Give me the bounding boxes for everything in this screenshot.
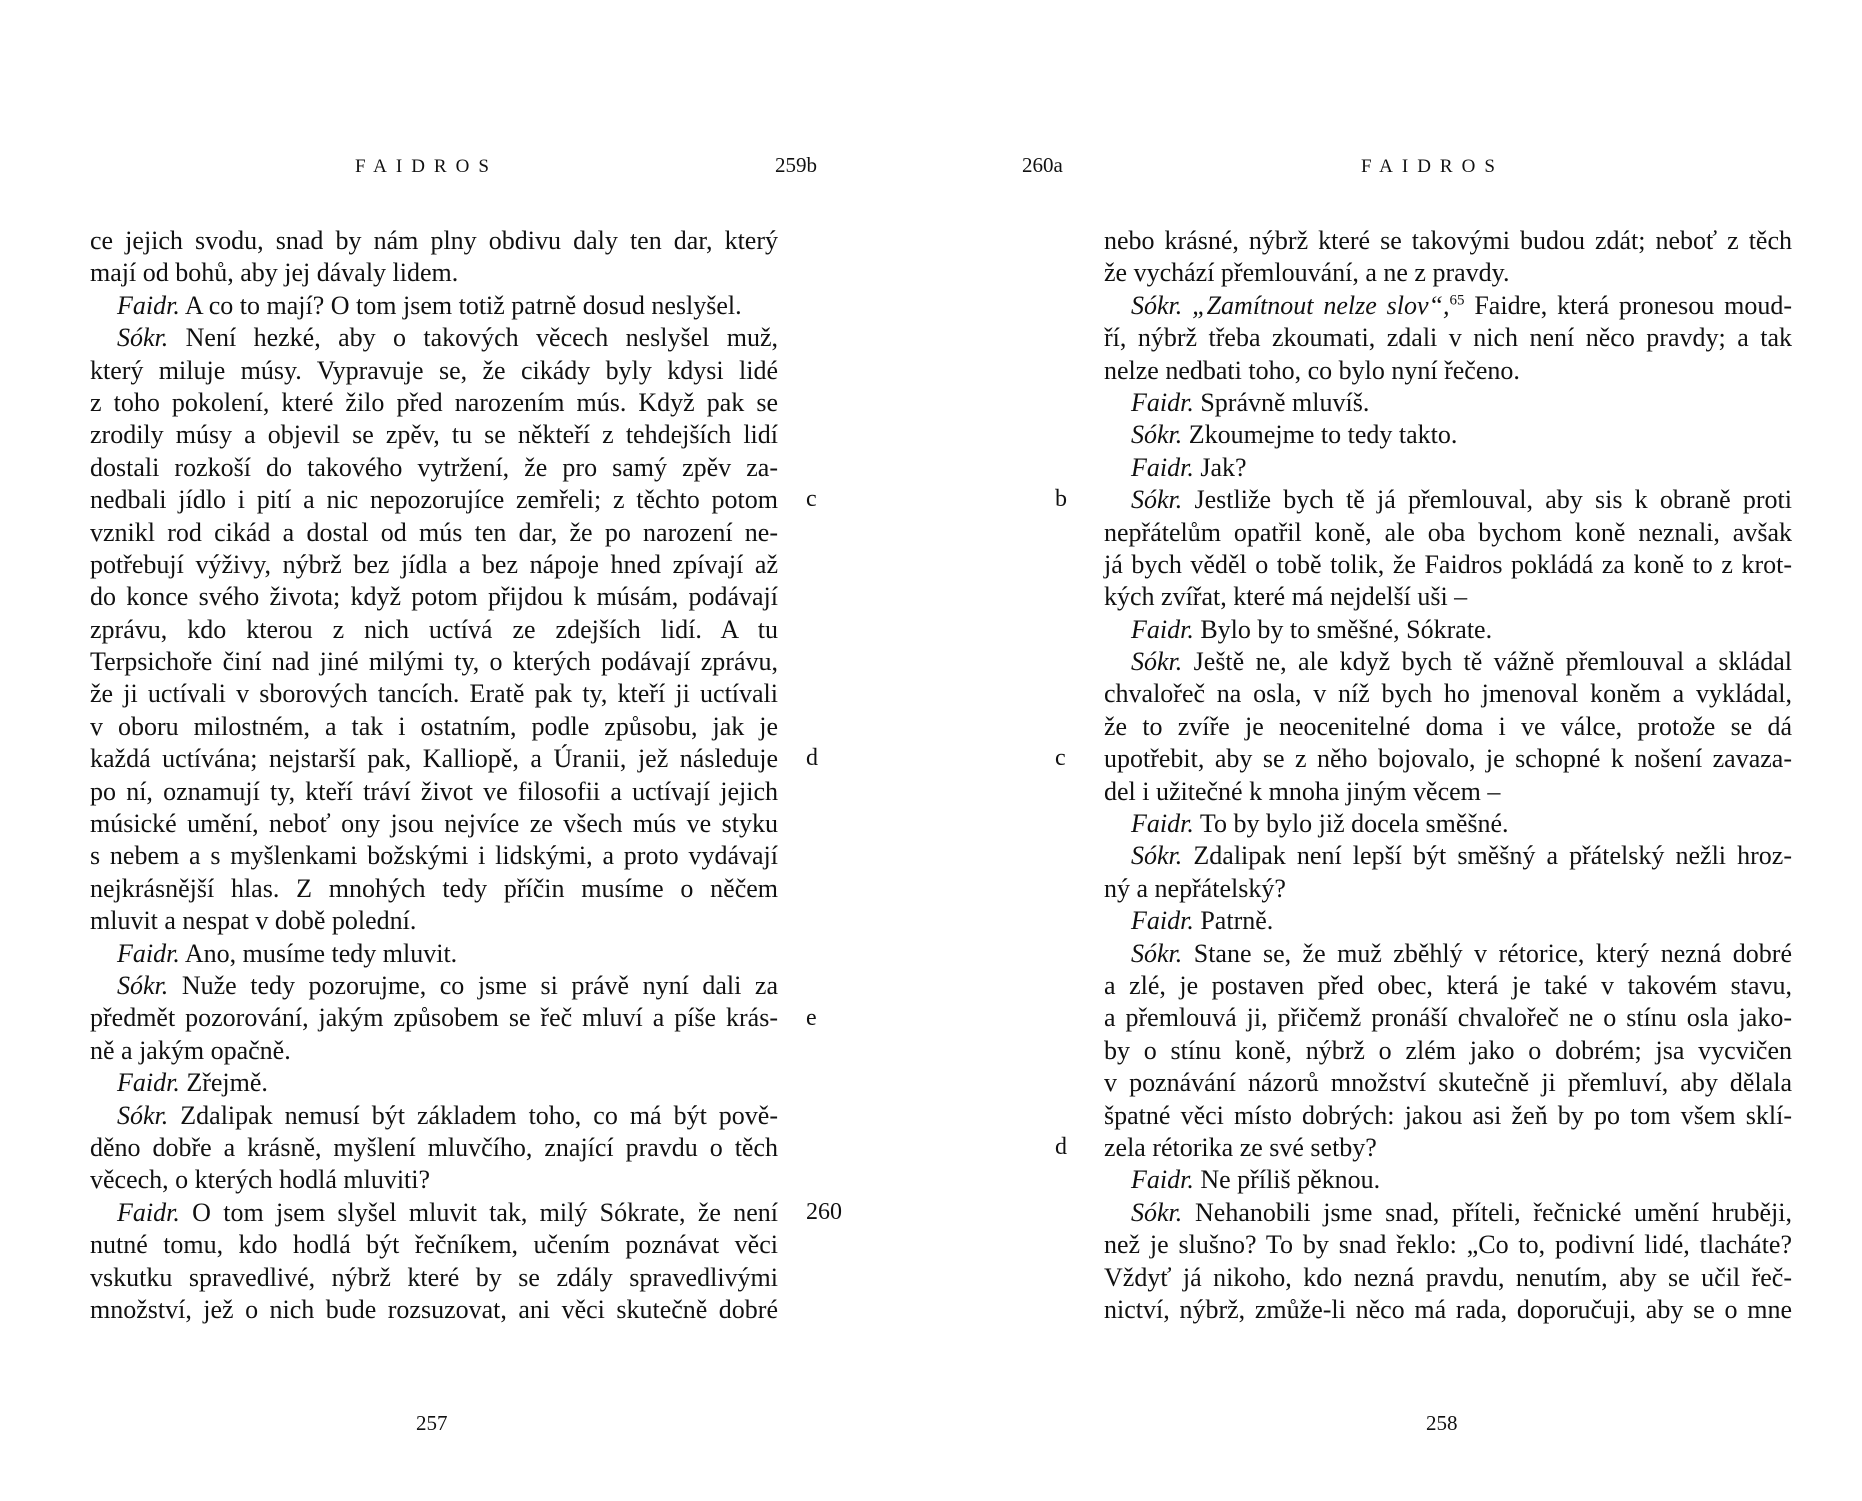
text-line [90,257,778,289]
text-line [90,1100,778,1132]
text-line [90,387,778,419]
line-text: než je slušno? To by snad řeklo: „Co to, podivní lidé, tlacháte? [1104,1230,1792,1260]
stephanus-margin-marker: d [806,745,818,772]
right-page [931,0,1862,1501]
text-line [1104,1002,1792,1034]
line-text: nebo krásné, nýbrž které se takovými budou zdát; neboť z těch [1104,226,1792,255]
text-line [90,938,778,970]
text-line [1104,1197,1792,1229]
line-text: věcech, o kterých hodlá mluviti? [90,1165,431,1195]
text-line [1104,711,1792,743]
speaker-label: Faidr. [117,1068,180,1098]
line-text: mají od bohů, aby jej dávaly lidem. [90,258,459,288]
text-line [1104,517,1792,549]
line-text: Není hezké, aby o takových věcech neslyšel muž, [168,323,778,353]
stephanus-margin-marker: c [806,486,817,513]
line-text: množství, jež o nich bude rozsuzovat, ani věci skutečně dobré [90,1294,778,1324]
body-text [1104,225,1792,1326]
running-title: FAIDROS [355,156,498,177]
stephanus-margin-marker: c [1055,745,1066,772]
text-line [90,1197,778,1229]
text-line [90,484,778,516]
text-line [1104,355,1792,387]
line-text: by o stínu koně, nýbrž o zlém jako o dobrém; jsa vycvičen [1104,1035,1792,1065]
line-text: „Zamítnout nelze slov“, [1182,290,1450,320]
speaker-label: Faidr. [1131,906,1194,936]
text-line [90,1262,778,1294]
text-line [1104,776,1792,808]
text-line [1104,905,1792,937]
text-line [1104,970,1792,1002]
line-text: kých zvířat, které má nejdelší uši – [1104,582,1468,612]
text-line [1104,678,1792,710]
text-line [1104,1164,1792,1196]
speaker-label: Sókr. [1131,485,1183,515]
text-line [1104,1262,1792,1294]
speaker-label: Sókr. [1131,420,1183,450]
speaker-label: Sókr. [1131,841,1183,871]
text-line [1104,1100,1792,1132]
text-line [1104,938,1792,970]
text-line [90,322,778,354]
footnote-ref: 65 [1449,292,1465,309]
line-text: zrodily músy a objevil se zpěv, tu se někteří z tehdejších lidí [90,420,778,450]
line-text: ří, nýbrž třeba zkoumati, zdali v nich není něco pravdy; a tak [1104,323,1792,353]
text-line [1104,387,1792,419]
line-text: ně a jakým opačně. [90,1035,291,1065]
line-text: Zkoumejme to tedy takto. [1182,420,1458,450]
text-line [90,905,778,937]
line-text: To by bylo již docela směšné. [1193,809,1509,839]
running-title: FAIDROS [1361,156,1504,177]
line-text: Zřejmě. [179,1068,268,1098]
speaker-label: Sókr. [117,1100,169,1130]
line-text: Ano, musíme tedy mluvit. [179,938,458,968]
text-line [1104,257,1792,289]
text-line [90,743,778,775]
line-text: dostali rozkoší do takového vytržení, že pro samý zpěv za- [90,452,778,482]
line-text: nictví, nýbrž, zmůže-li něco má rada, doporučuji, aby se o mne [1104,1294,1792,1324]
text-line [90,225,778,257]
text-line [1104,1229,1792,1261]
line-text: po ní, oznamují ty, kteří tráví život ve filosofii a uctívají jejich [90,776,778,806]
text-line [1104,419,1792,451]
line-text-tail: Faidre, která pronesou moud- [1464,290,1792,320]
line-text: předmět pozorování, jakým způsobem se řeč mluví a píše krás- [90,1003,778,1033]
line-text: že vychází přemlouvání, a ne z pravdy. [1104,258,1510,288]
line-text: nelze nedbati toho, co bylo nyní řečeno. [1104,355,1520,385]
page-number: 257 [416,1411,448,1435]
line-text: Správně mluvíš. [1193,387,1370,417]
text-line [1104,840,1792,872]
text-line [1104,581,1792,613]
line-text: v poznávání názorů množství skutečně ji přemluví, aby dělala [1104,1068,1792,1098]
text-line [90,1229,778,1261]
stephanus-margin-marker: e [806,1004,817,1031]
text-line [90,646,778,678]
line-text: děno dobře a krásně, myšlení mluvčího, znající pravdu o těch [90,1132,778,1162]
text-line [90,1035,778,1067]
line-text: a zlé, je postaven před obec, která je také v takovém stavu, [1104,970,1792,1000]
speaker-label: Faidr. [1131,452,1194,482]
text-line [90,452,778,484]
line-text: músické umění, neboť ony jsou nejvíce ze všech mús ve styku [90,809,778,839]
line-text: Jestliže bych tě já přemlouval, aby sis k obraně proti [1182,485,1792,515]
line-text: Patrně. [1193,906,1274,936]
speaker-label: Faidr. [1131,809,1194,839]
line-text: že ji uctívali v sborových tancích. Eratě pak ty, kteří ji uctívali [90,679,778,709]
text-line [90,1294,778,1326]
line-text: zprávu, kdo kterou z nich uctívá ze zdejších lidí. A tu [90,614,778,644]
text-line [90,970,778,1002]
stephanus-margin-marker: d [1055,1134,1067,1161]
text-line [90,290,778,322]
text-line [90,1067,778,1099]
line-text: Jak? [1193,452,1247,482]
text-line [1104,1035,1792,1067]
speaker-label: Faidr. [117,938,180,968]
text-line [90,355,778,387]
text-line [90,1164,778,1196]
speaker-label: Faidr. [1131,387,1194,417]
speaker-label: Faidr. [1131,1165,1194,1195]
body-text [90,225,778,1326]
text-line [1104,225,1792,257]
line-text: Vždyť já nikoho, kdo nezná pravdu, nenutím, aby se učil řeč- [1104,1262,1792,1292]
line-text: z toho pokolení, které žilo před narozením mús. Když pak se [90,387,778,417]
stephanus-reference: 260a [1022,153,1063,177]
line-text: vznikl rod cikád a dostal od mús ten dar, že po narození ne- [90,517,778,547]
line-text: nedbali jídlo i pití a nic nepozorujíce zemřeli; z těchto potom [90,485,778,515]
line-text: Terpsichoře činí nad jiné milými ty, o kterých podávají zprávu, [90,647,778,677]
line-text: každá uctívána; nejstarší pak, Kalliopě, a Úranii, jež následuje [90,744,778,774]
text-line [1104,646,1792,678]
line-text: chvalořeč na osla, v níž bych ho jmenoval koněm a vykládal, [1104,679,1792,709]
line-text: nutné tomu, kdo hodlá být řečníkem, učením poznávat věci [90,1230,778,1260]
stephanus-margin-marker: 260 [806,1199,842,1225]
line-text: Nuže tedy pozorujme, co jsme si právě nyní dali za [168,970,778,1000]
text-line [1104,452,1792,484]
text-line [90,873,778,905]
line-text: nejkrásnější hlas. Z mnohých tedy příčin musíme o něčem [90,873,778,903]
text-line [90,808,778,840]
speaker-label: Sókr. [117,323,169,353]
line-text: který miluje músy. Vypravuje se, že cikády byly kdysi lidé [90,355,778,385]
text-line [1104,549,1792,581]
stephanus-margin-marker: b [1055,486,1067,513]
speaker-label: Sókr. [1131,647,1183,677]
line-text: a přemlouvá ji, přičemž pronáší chvalořeč ne o stínu osla jako- [1104,1003,1792,1033]
line-text: Stane se, že muž zběhlý v rétorice, který nezná dobré [1182,938,1792,968]
line-text: del i užitečné k mnoha jiným věcem – [1104,776,1501,806]
text-line [1104,1067,1792,1099]
text-line [90,840,778,872]
speaker-label: Sókr. [117,970,169,1000]
text-line [1104,873,1792,905]
line-text: Zdalipak není lepší být směšný a přátelský nežli hroz- [1182,841,1792,871]
line-text: A co to mají? O tom jsem totiž patrně dosud neslyšel. [179,290,742,320]
line-text: Ne příliš pěknou. [1193,1165,1381,1195]
text-line [90,549,778,581]
speaker-label: Sókr. [1131,1197,1183,1227]
line-text: ný a nepřátelský? [1104,873,1286,903]
text-line [90,678,778,710]
text-line [1104,808,1792,840]
text-line [90,581,778,613]
line-text: potřebují výživy, nýbrž bez jídla a bez nápoje hned zpívají až [90,549,778,579]
text-line [1104,743,1792,775]
line-text: zela rétorika ze své setby? [1104,1132,1377,1162]
line-text: O tom jsem slyšel mluvit tak, milý Sókrate, že není [179,1197,778,1227]
text-line [90,1132,778,1164]
line-text: upotřebit, aby se z něho bojovalo, je schopné k nošení zavaza- [1104,744,1792,774]
speaker-label: Faidr. [117,290,180,320]
line-text: vskutku spravedlivé, nýbrž které by se zdály spravedlivými [90,1262,778,1292]
line-text: Zdalipak nemusí být základem toho, co má být pově- [168,1100,778,1130]
line-text: Bylo by to směšné, Sókrate. [1193,614,1493,644]
text-line [90,614,778,646]
line-text: s nebem a s myšlenkami božskými i lidskými, a proto vydávají [90,841,778,871]
stephanus-reference: 259b [775,153,817,177]
text-line [1104,322,1792,354]
line-text: já bych věděl o tobě tolik, že Faidros pokládá za koně to z krot- [1104,549,1792,579]
text-line [1104,1132,1792,1164]
text-line [1104,290,1792,322]
text-line [90,711,778,743]
text-line [90,1002,778,1034]
speaker-label: Sókr. [1131,938,1183,968]
speaker-label: Sókr. [1131,290,1183,320]
text-line [1104,1294,1792,1326]
line-text: v oboru milostném, a tak i ostatním, podle způsobu, jak je [90,711,778,741]
line-text: špatné věci místo dobrých: jakou asi žeň by po tom všem sklí- [1104,1100,1792,1130]
text-line [90,419,778,451]
line-text: že to zvíře je neocenitelné doma i ve válce, protože se dá [1104,711,1792,741]
line-text: Ještě ne, ale když bych tě vážně přemlouval a skládal [1182,647,1792,677]
page-number: 258 [1426,1411,1458,1435]
text-line [1104,484,1792,516]
line-text: do konce svého života; když potom přijdou k músám, podávají [90,582,778,612]
line-text: mluvit a nespat v době polední. [90,906,417,936]
text-line [90,776,778,808]
text-line [1104,614,1792,646]
speaker-label: Faidr. [117,1197,180,1227]
line-text: nepřátelům opatřil koně, ale oba bychom koně neznali, avšak [1104,517,1792,547]
line-text: ce jejich svodu, snad by nám plny obdivu daly ten dar, který [90,226,778,255]
speaker-label: Faidr. [1131,614,1194,644]
line-text: Nehanobili jsme snad, příteli, řečnické umění hruběji, [1182,1197,1792,1227]
text-line [90,517,778,549]
